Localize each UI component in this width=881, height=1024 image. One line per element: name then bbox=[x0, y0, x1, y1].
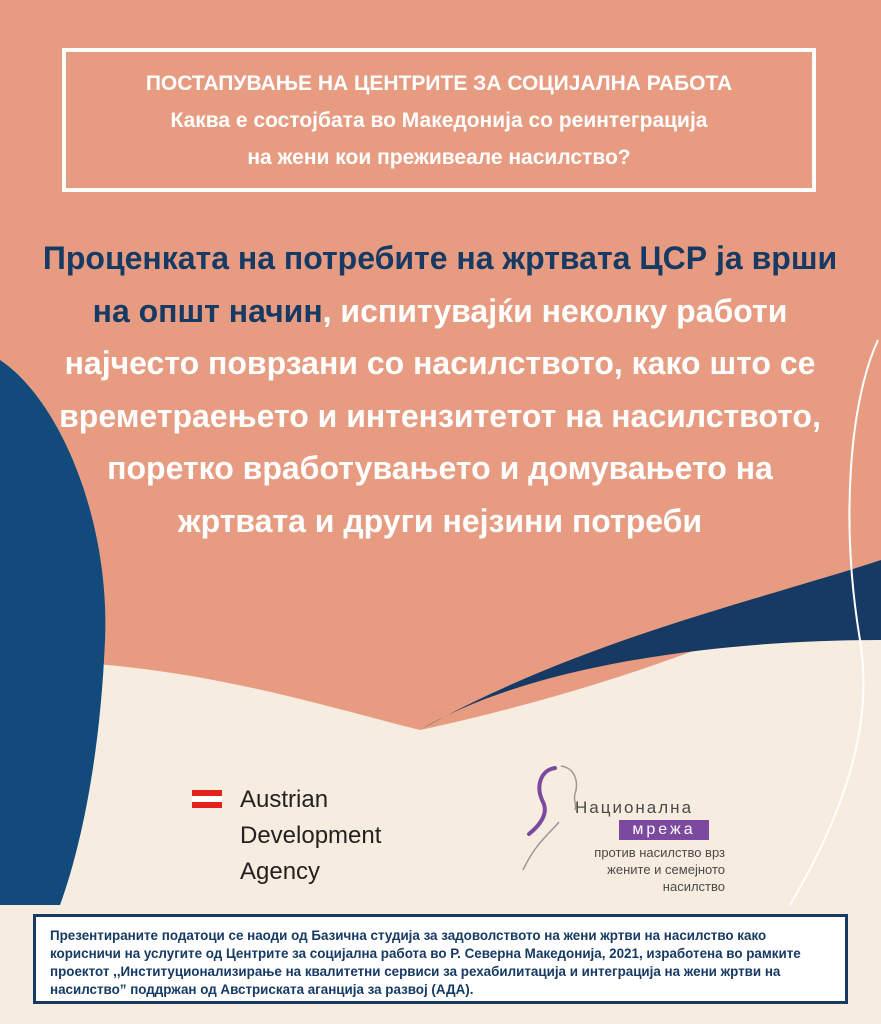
main-statement bbox=[40, 232, 840, 547]
ada-line-1: Austrian bbox=[240, 786, 329, 813]
network-subtitle-line-1: против насилство врз bbox=[594, 845, 725, 860]
network-subtitle-line-3: насилство bbox=[662, 879, 725, 894]
header-line-2: Каква е состојбата во Македонија со реинтеграција bbox=[170, 108, 708, 132]
ada-wordmark bbox=[240, 782, 381, 890]
ada-line-3: Agency bbox=[240, 858, 321, 885]
header-box bbox=[62, 48, 816, 192]
network-title: Национална bbox=[575, 798, 694, 817]
header-line-1: ПОСТАПУВАЊЕ НА ЦЕНТРИТЕ ЗА СОЦИЈАЛНА РАБОТА bbox=[145, 71, 733, 95]
ada-line-2: Development bbox=[240, 822, 382, 849]
footer-note: Презентираните податоци се наоди од Базична студија за задоволството на жени жртви на насилство како корисничи на услугите од Центрите за социјална работа во Р. Северна Македонија, 2021, изработена во рамките проектот ,,Институционализирање на квалитетни сервиси за рехабилитација и интеграција на жени жртви на насилство” поддржан од Австриската аганција за развој (АДА). bbox=[33, 914, 848, 1004]
main-statement-highlight: Проценката на потребите на жртвата ЦСР ја врши на општ начин bbox=[42, 240, 838, 329]
network-band: мрежа bbox=[619, 820, 709, 840]
flag-stripe-bottom bbox=[192, 802, 222, 808]
austria-flag-icon bbox=[192, 790, 222, 808]
main-statement-rest: , испитувајќи неколку работи најчесто поврзани со насилството, како што се времетраењето и интензитетот на насилството, поретко вработувањето и домувањето на жртвата и други нејзини потреби bbox=[59, 292, 821, 539]
national-network-logo bbox=[515, 760, 735, 900]
network-subtitle bbox=[555, 844, 725, 895]
network-subtitle-line-2: жените и семејното bbox=[607, 862, 725, 877]
header-line-3: на жени кои преживеале насилство? bbox=[247, 145, 631, 169]
